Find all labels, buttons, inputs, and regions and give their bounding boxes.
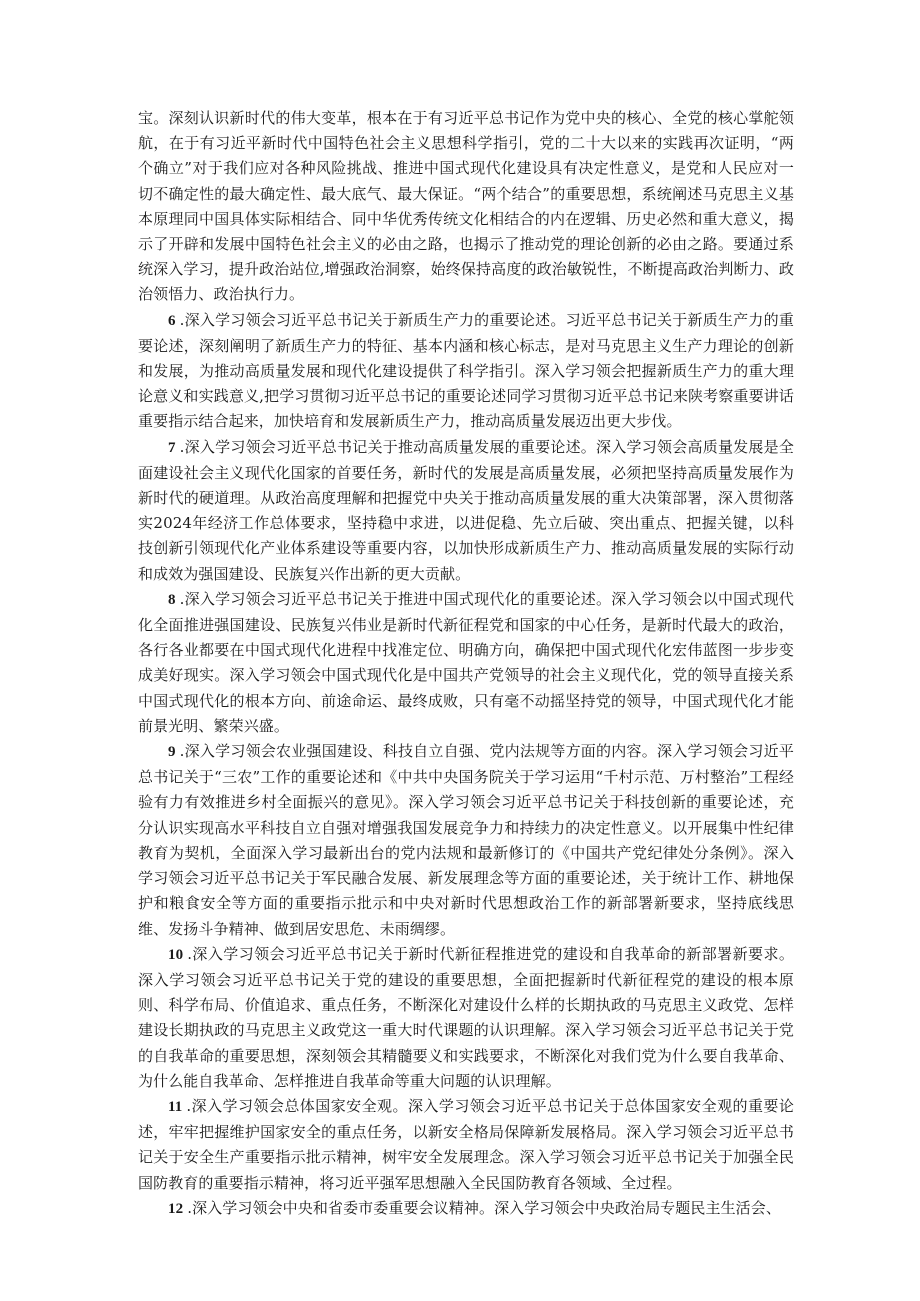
- item-number: 10: [168, 946, 184, 963]
- paragraph-item-11: [138, 1094, 794, 1196]
- paragraph-text: .深入学习领会习近平总书记关于新质生产力的重要论述。习近平总书记关于新质生产力的重要论述，深刻阐明了新质生产力的特征、基本内涵和核心标志，是对马克思主义生产力理论的创新和发展，为推动高质量发展和现代化建设提供了科学指引。深入学习领会把握新质生产力的重大理论意义和实践意义,把学习贯彻习近平总书记的重要论述同学习贯彻习近平总书记来陕考察重要讲话重要指示结合起来，加快培育和发展新质生产力，推动高质量发展迈出更大步伐。: [138, 310, 794, 431]
- item-number: 11: [168, 1098, 183, 1115]
- paragraph-text: .深入学习领会习近平总书记关于推动高质量发展的重要论述。深入学习领会高质量发展是全面建设社会主义现代化国家的首要任务，新时代的发展是高质量发展，必须把坚持高质量发展作为新时代的硬道理。从政治高度理解和把握党中央关于推动高质量发展的重大决策部署，深入贯彻落实2024年经济工作总体要求，坚持稳中求进，以进促稳、先立后破、突出重点、把握关键，以科技创新引领现代化产业体系建设等重要内容，以加快形成新质生产力、推动高质量发展的实际行动和成效为强国建设、民族复兴作出新的更大贡献。: [138, 437, 794, 583]
- paragraph-continued: [138, 106, 794, 308]
- paragraph-item-12: [138, 1196, 794, 1222]
- paragraph-item-8: [138, 587, 794, 739]
- document-body: [138, 106, 794, 1222]
- paragraph-item-10: [138, 942, 794, 1094]
- item-number: 8: [168, 591, 176, 608]
- paragraph-text: .深入学习领会农业强国建设、科技自立自强、党内法规等方面的内容。深入学习领会习近平总书记关于“三农”工作的重要论述和《中共中央国务院关于学习运用“千村示范、万村整治”工程经验有力有效推进乡村全面振兴的意见》。深入学习领会习近平总书记关于科技创新的重要论述，充分认识实现高水平科技自立自强对增强我国发展竞争力和持续力的决定性意义。以开展集中性纪律教育为契机，全面深入学习最新出台的党内法规和最新修订的《中国共产党纪律处分条例》。深入学习领会习近平总书记关于军民融合发展、新发展理念等方面的重要论述，关于统计工作、耕地保护和粮食安全等方面的重要指示批示和中央对新时代思想政治工作的新部署新要求，坚持底线思维、发扬斗争精神、做到居安思危、未雨绸缪。: [138, 742, 794, 938]
- item-number: 7: [168, 439, 176, 456]
- paragraph-text: .深入学习领会中央和省委市委重要会议精神。深入学习领会中央政治局专题民主生活会、: [187, 1198, 781, 1217]
- paragraph-text: .深入学习领会习近平总书记关于推进中国式现代化的重要论述。深入学习领会以中国式现代化全面推进强国建设、民族复兴伟业是新时代新征程党和国家的中心任务，是新时代最大的政治，各行各业都要在中国式现代化进程中找准定位、明确方向，确保把中国式现代化宏伟蓝图一步步变成美好现实。深入学习领会中国式现代化是中国共产党领导的社会主义现代化，党的领导直接关系中国式现代化的根本方向、前途命运、最终成败，只有毫不动摇坚持党的领导，中国式现代化才能前景光明、繁荣兴盛。: [138, 589, 794, 735]
- paragraph-item-7: [138, 435, 794, 587]
- item-number: 6: [168, 312, 176, 329]
- paragraph-text: 宝。深刻认识新时代的伟大变革，根本在于有习近平总书记作为党中央的核心、全党的核心掌舵领航，在于有习近平新时代中国特色社会主义思想科学指引，党的二十大以来的实践再次证明，“两个确立”对于我们应对各种风险挑战、推进中国式现代化建设具有决定性意义，是党和人民应对一切不确定性的最大确定性、最大底气、最大保证。“两个结合”的重要思想，系统阐述马克思主义基本原理同中国具体实际相结合、同中华优秀传统文化相结合的内在逻辑、历史必然和重大意义，揭示了开辟和发展中国特色社会主义的必由之路，也揭示了推动党的理论创新的必由之路。要通过系统深入学习，提升政治站位,增强政治洞察，始终保持高度的政治敏锐性，不断提高政治判断力、政治领悟力、政治执行力。: [138, 109, 794, 304]
- paragraph-item-9: [138, 739, 794, 942]
- paragraph-item-6: [138, 308, 794, 435]
- paragraph-text: .深入学习领会总体国家安全观。深入学习领会习近平总书记关于总体国家安全观的重要论述，牢牢把握维护国家安全的重点任务，以新安全格局保障新发展格局。深入学习领会习近平总书记关于安全生产重要指示批示精神，树牢安全发展理念。深入学习领会习近平总书记关于加强全民国防教育的重要指示精神，将习近平强军思想融入全民国防教育各领域、全过程。: [138, 1096, 794, 1192]
- item-number: 9: [168, 744, 176, 761]
- item-number: 12: [168, 1200, 184, 1217]
- paragraph-text: .深入学习领会习近平总书记关于新时代新征程推进党的建设和自我革命的新部署新要求。深入学习领会习近平总书记关于党的建设的重要思想，全面把握新时代新征程党的建设的根本原则、科学布局、价值追求、重点任务，不断深化对建设什么样的长期执政的马克思主义政党、怎样建设长期执政的马克思主义政党这一重大时代课题的认识理解。深入学习领会习近平总书记关于党的自我革命的重要思想，深刻领会其精髓要义和实践要求，不断深化对我们党为什么要自我革命、为什么能自我革命、怎样推进自我革命等重大问题的认识理解。: [138, 944, 794, 1090]
